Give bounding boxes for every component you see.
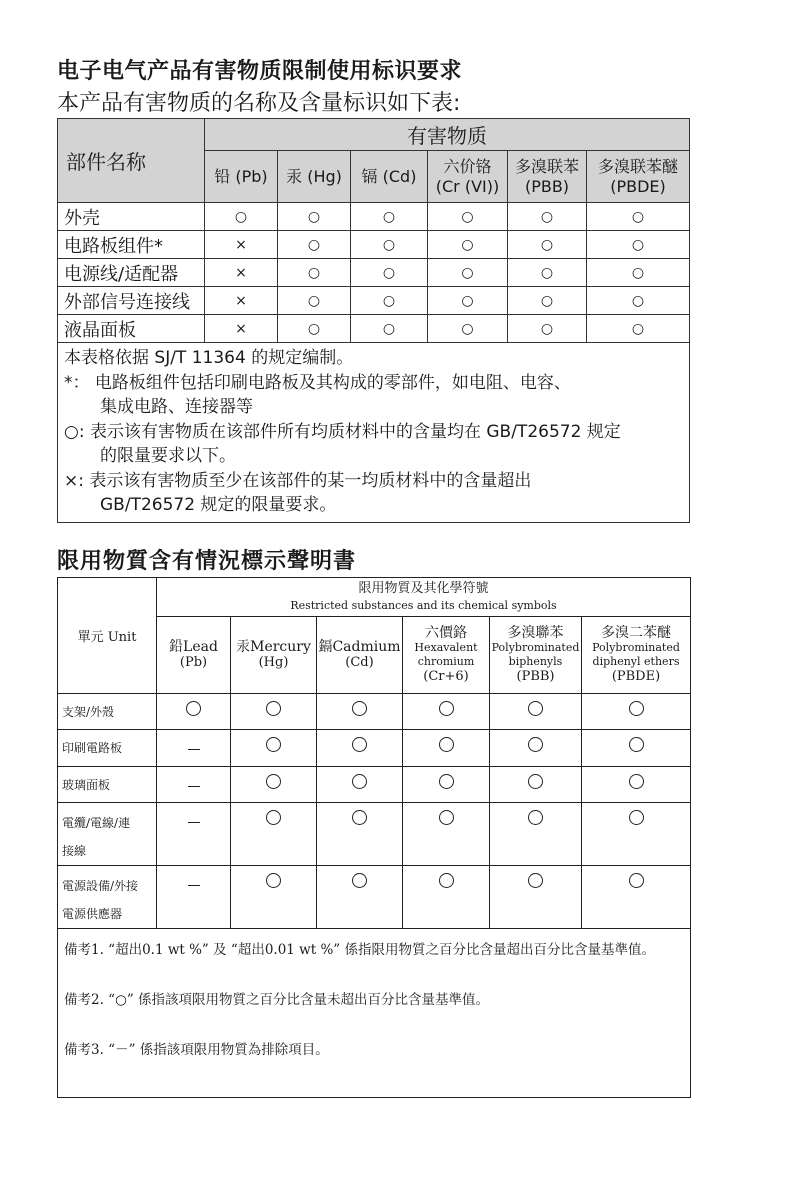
substance-mark: ○	[587, 315, 690, 343]
dash-icon	[188, 885, 200, 886]
note-pcba-cont: 集成电路、连接器等	[100, 397, 253, 417]
circle-icon	[528, 701, 543, 716]
table-row	[58, 694, 691, 730]
circle-icon	[629, 810, 644, 825]
circle-icon	[266, 873, 281, 888]
unit-name-line: 支架/外殼	[62, 704, 115, 719]
unit-name	[58, 866, 157, 929]
unit-name-line: 電纜/電線/連	[62, 816, 131, 830]
substance-mark: ○	[351, 315, 428, 343]
restricted-substances-table-tw	[57, 577, 691, 1098]
restricted-mark-cell	[490, 694, 582, 730]
restricted-mark-cell	[490, 866, 582, 929]
unit-name	[58, 730, 157, 767]
circle-icon	[266, 774, 281, 789]
remark-3: 備考3. “－” 係指該項限用物質為排除項目。	[64, 1042, 329, 1058]
substance-column-header	[351, 151, 428, 203]
circle-icon	[629, 774, 644, 789]
hazardous-substances-table-cn	[57, 118, 690, 523]
table-row	[58, 866, 691, 929]
substance-mark: ○	[278, 259, 351, 287]
substance-name-zh: 多溴二苯醚	[601, 625, 671, 641]
unit-name	[58, 694, 157, 730]
substance-column-header	[278, 151, 351, 203]
part-name: 外壳	[58, 203, 205, 231]
note-cross-cont: GB/T26572 规定的限量要求。	[100, 495, 337, 515]
table-row	[58, 767, 691, 803]
substance-symbol: (PBDE)	[611, 669, 661, 684]
restricted-group-header	[157, 578, 691, 617]
circle-icon	[439, 774, 454, 789]
substance-name: 多溴联苯	[514, 156, 579, 176]
dash-icon	[188, 786, 200, 787]
circle-icon	[266, 810, 281, 825]
restricted-mark-cell	[403, 694, 490, 730]
restricted-mark-cell	[231, 730, 317, 767]
substance-name-en: biphenyls	[508, 655, 563, 668]
circle-icon	[528, 737, 543, 752]
unit-name	[58, 803, 157, 866]
unit-name-line: 電源設備/外接	[62, 879, 139, 893]
substance-column-header	[508, 151, 587, 203]
substance-symbol: (Hg)	[258, 655, 289, 670]
restricted-mark-cell	[582, 730, 691, 767]
substance-mark: ○	[587, 203, 690, 231]
circle-icon	[629, 701, 644, 716]
substance-mark: ○	[278, 315, 351, 343]
substance-mark: ○	[278, 287, 351, 315]
note-standard: 本表格依据 SJ/T 11364 的规定编制。	[64, 348, 354, 368]
substance-symbol: (Pb)	[179, 655, 208, 670]
section2-title: 限用物質含有情況標示聲明書	[57, 549, 357, 574]
part-name: 液晶面板	[58, 315, 205, 343]
restricted-mark-cell	[403, 803, 490, 866]
substance-name-zh: 鎘Cadmium	[318, 639, 401, 655]
restricted-mark-cell	[490, 767, 582, 803]
restricted-column-header	[317, 617, 403, 694]
circle-icon	[266, 701, 281, 716]
substance-mark: ○	[428, 231, 508, 259]
part-name: 电路板组件*	[58, 231, 205, 259]
restricted-mark-cell	[317, 866, 403, 929]
circle-icon	[352, 774, 367, 789]
substance-mark: ○	[278, 203, 351, 231]
substance-mark: ○	[587, 231, 690, 259]
substance-name: 多溴联苯醚	[597, 156, 678, 176]
unit-name-line: 電源供應器	[62, 907, 123, 921]
circle-icon	[439, 737, 454, 752]
substance-mark: ○	[508, 231, 587, 259]
note-pcba: *： 电路板组件包括印刷电路板及其构成的零部件，如电阻、电容、	[64, 372, 571, 393]
substance-symbol: (Cr+6)	[423, 669, 469, 684]
restricted-mark-cell	[403, 866, 490, 929]
substance-column-header	[205, 151, 278, 203]
restricted-mark-cell	[403, 730, 490, 767]
restricted-mark-cell	[317, 767, 403, 803]
restricted-mark-cell	[157, 767, 231, 803]
restricted-mark-cell	[231, 767, 317, 803]
restricted-column-header	[403, 617, 490, 694]
table-row	[58, 287, 690, 315]
substance-name-zh: 鉛Lead	[169, 639, 218, 655]
restricted-mark-cell	[157, 730, 231, 767]
substance-name-zh: 六價鉻	[425, 625, 467, 641]
restricted-mark-cell	[582, 803, 691, 866]
substance-name-zh: 多溴聯苯	[507, 625, 564, 641]
substance-mark: ○	[508, 287, 587, 315]
table-row	[58, 315, 690, 343]
substance-column-header	[428, 151, 508, 203]
note-cross: ×: 表示该有害物质至少在该部件的某一均质材料中的含量超出	[64, 470, 532, 491]
circle-icon	[528, 873, 543, 888]
restricted-column-header	[157, 617, 231, 694]
restricted-mark-cell	[317, 803, 403, 866]
substance-name-en: diphenyl ethers	[592, 655, 680, 668]
part-name: 外部信号连接线	[58, 287, 205, 315]
circle-icon	[439, 701, 454, 716]
restricted-group-zh: 限用物質及其化學符號	[358, 581, 489, 596]
substance-mark: ○	[351, 259, 428, 287]
substance-name: 铅 (Pb)	[214, 166, 268, 186]
part-name-header: 部件名称	[58, 119, 205, 203]
restricted-mark-cell	[231, 694, 317, 730]
substance-name: 镉 (Cd)	[361, 166, 417, 186]
substance-symbol: (Cd)	[345, 655, 374, 670]
substance-mark: ○	[278, 231, 351, 259]
substance-mark: ○	[428, 203, 508, 231]
substance-mark: ○	[508, 203, 587, 231]
substance-symbol: (Cr (VI))	[435, 176, 500, 196]
restricted-mark-cell	[157, 803, 231, 866]
restricted-mark-cell	[490, 730, 582, 767]
substance-mark: ×	[205, 315, 278, 343]
substance-name-en: Polybrominated	[491, 641, 580, 654]
substance-mark: ○	[351, 287, 428, 315]
circle-icon	[629, 873, 644, 888]
table-row	[58, 803, 691, 866]
substance-mark: ○	[205, 203, 278, 231]
circle-icon	[352, 737, 367, 752]
restricted-mark-cell	[157, 694, 231, 730]
restricted-column-header	[490, 617, 582, 694]
table-row	[58, 730, 691, 767]
restricted-mark-cell	[317, 694, 403, 730]
circle-icon	[186, 701, 201, 716]
substance-name-en: Polybrominated	[592, 641, 680, 654]
substance-mark: ○	[351, 231, 428, 259]
dash-icon	[188, 749, 200, 750]
restricted-mark-cell	[582, 866, 691, 929]
restricted-mark-cell	[490, 803, 582, 866]
unit-name-line: 印刷電路板	[62, 741, 123, 755]
restricted-mark-cell	[231, 866, 317, 929]
unit-header: 單元 Unit	[58, 578, 157, 694]
substance-mark: ○	[428, 259, 508, 287]
circle-icon	[629, 737, 644, 752]
substance-mark: ×	[205, 259, 278, 287]
substance-name-en: chromium	[417, 655, 475, 668]
circle-icon	[266, 737, 281, 752]
restricted-mark-cell	[317, 730, 403, 767]
substance-mark: ×	[205, 287, 278, 315]
substance-name: 汞 (Hg)	[286, 166, 342, 186]
restricted-mark-cell	[582, 767, 691, 803]
notes-cell	[58, 343, 690, 523]
remark-2: 備考2. “○” 係指該項限用物質之百分比含量未超出百分比含量基準值。	[64, 992, 490, 1008]
substance-mark: ○	[587, 287, 690, 315]
dash-icon	[188, 822, 200, 823]
note-circle: ○: 表示该有害物质在该部件所有均质材料中的含量均在 GB/T26572 规定	[64, 421, 621, 442]
section1-subtitle: 本产品有害物质的名称及含量标识如下表:	[57, 91, 461, 116]
note-circle-cont: 的限量要求以下。	[100, 446, 236, 466]
substance-symbol: (PBB)	[516, 669, 555, 684]
restricted-column-header	[582, 617, 691, 694]
substance-mark: ○	[508, 259, 587, 287]
substance-symbol: (PBDE)	[610, 176, 666, 196]
unit-name-line: 接線	[62, 844, 87, 858]
substance-name-en: Hexavalent	[414, 641, 478, 654]
substance-mark: ○	[587, 259, 690, 287]
remark-1: 備考1. “超出0.1 wt %” 及 “超出0.01 wt %” 係指限用物質之百分比含量超出百分比含量基準值。	[64, 942, 655, 958]
substance-name: 六价铬	[443, 156, 492, 176]
hazardous-group-header: 有害物质	[205, 119, 690, 151]
substance-mark: ○	[351, 203, 428, 231]
substance-symbol: (PBB)	[524, 176, 570, 196]
circle-icon	[528, 774, 543, 789]
circle-icon	[528, 810, 543, 825]
unit-name-line: 玻璃面板	[62, 777, 111, 792]
section1-title: 电子电气产品有害物质限制使用标识要求	[57, 59, 463, 84]
circle-icon	[352, 810, 367, 825]
substance-column-header	[587, 151, 690, 203]
restricted-mark-cell	[403, 767, 490, 803]
table-row	[58, 259, 690, 287]
table-row	[58, 203, 690, 231]
table-row	[58, 231, 690, 259]
circle-icon	[352, 701, 367, 716]
circle-icon	[439, 873, 454, 888]
circle-icon	[352, 873, 367, 888]
restricted-mark-cell	[231, 803, 317, 866]
unit-name	[58, 767, 157, 803]
circle-icon	[439, 810, 454, 825]
substance-mark: ○	[428, 315, 508, 343]
substance-mark: ×	[205, 231, 278, 259]
substance-mark: ○	[508, 315, 587, 343]
remarks-cell	[58, 929, 691, 1098]
restricted-column-header	[231, 617, 317, 694]
restricted-mark-cell	[157, 866, 231, 929]
restricted-mark-cell	[582, 694, 691, 730]
restricted-group-en: Restricted substances and its chemical symbols	[290, 599, 557, 612]
substance-mark: ○	[428, 287, 508, 315]
substance-name-zh: 汞Mercury	[236, 639, 311, 655]
part-name: 电源线/适配器	[58, 259, 205, 287]
